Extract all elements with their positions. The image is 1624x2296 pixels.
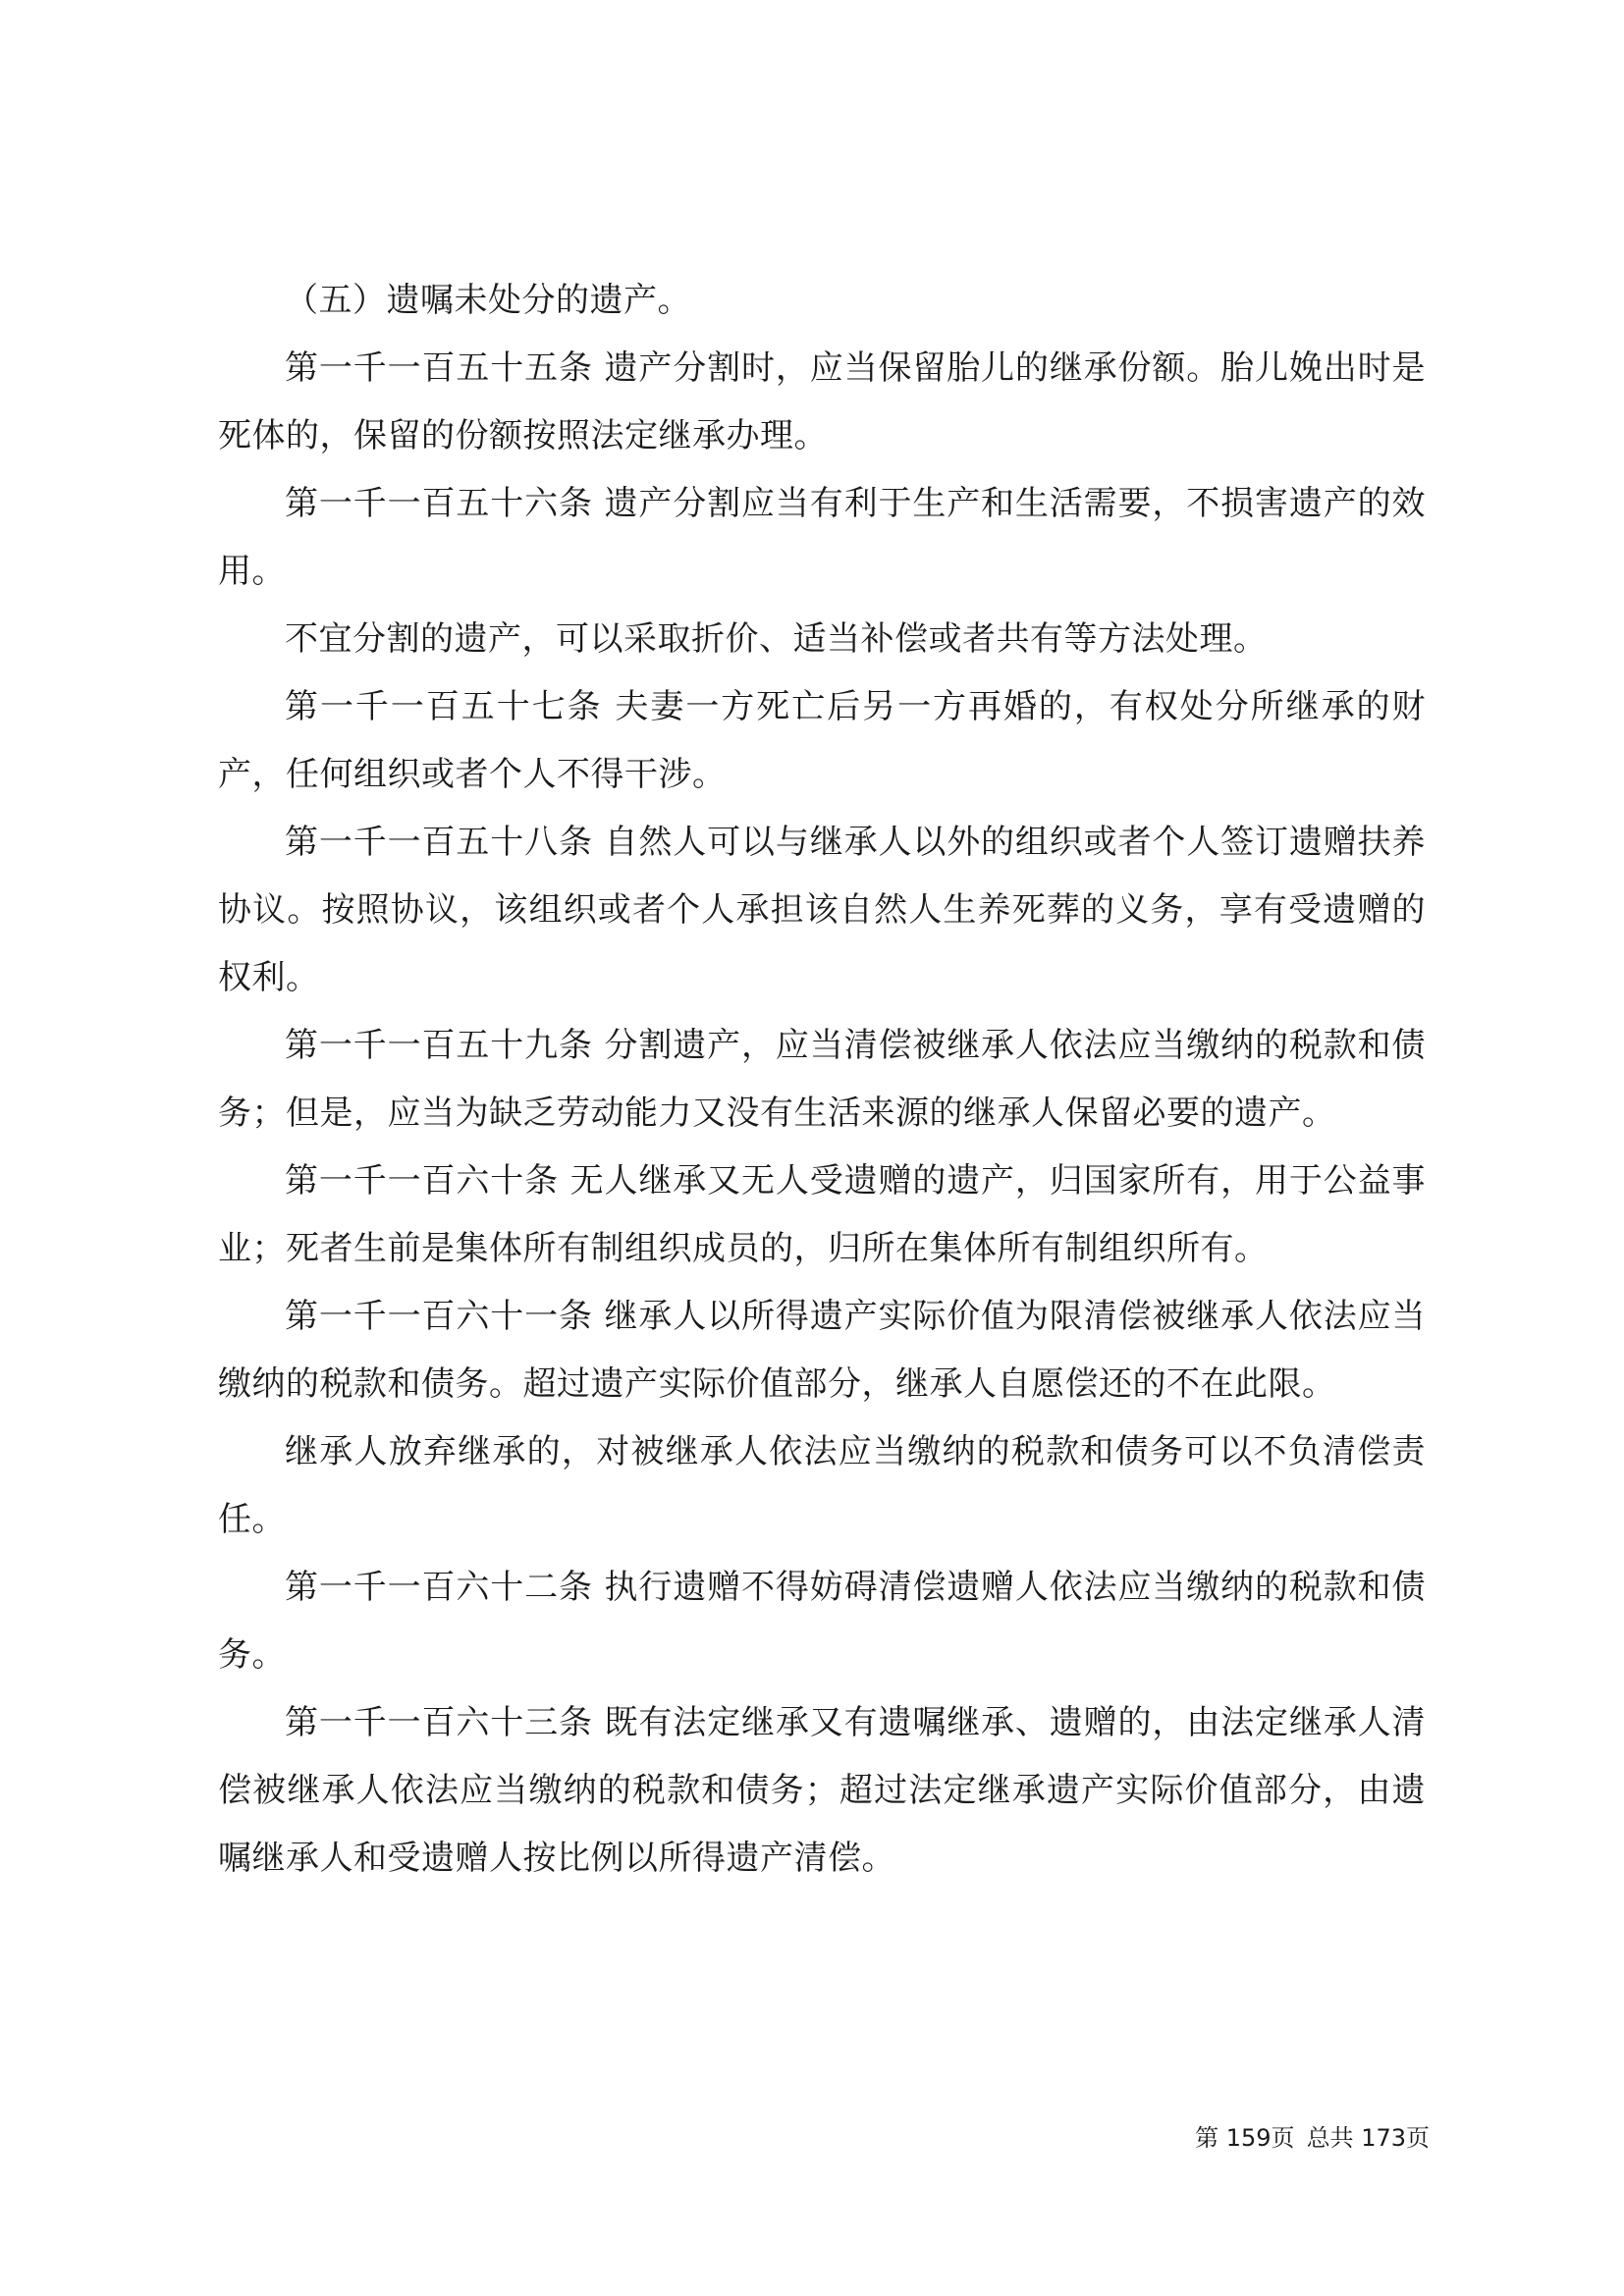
paragraph: 第一千一百五十六条 遗产分割应当有利于生产和生活需要，不损害遗产的效用。 bbox=[218, 484, 1426, 591]
paragraph: 第一千一百五十五条 遗产分割时，应当保留胎儿的继承份额。胎儿娩出时是死体的，保留的份额按照法定继承办理。 bbox=[218, 348, 1426, 455]
paragraph: 第一千一百六十条 无人继承又无人受遗赠的遗产，归国家所有，用于公益事业；死者生前是集体所有制组织成员的，归所在集体所有制组织所有。 bbox=[218, 1161, 1426, 1268]
paragraph: 第一千一百六十三条 既有法定继承又有遗嘱继承、遗赠的，由法定继承人清偿被继承人依法应当缴纳的税款和债务；超过法定继承遗产实际价值部分，由遗嘱继承人和受遗赠人按比例以所得遗产清偿。 bbox=[218, 1703, 1426, 1878]
paragraph: 第一千一百五十七条 夫妻一方死亡后另一方再婚的，有权处分所继承的财产，任何组织或者个人不得干涉。 bbox=[218, 687, 1426, 794]
page-number: 第 159页 bbox=[1195, 2124, 1295, 2152]
paragraph: 第一千一百五十八条 自然人可以与继承人以外的组织或者个人签订遗赠扶养协议。按照协议，该组织或者个人承担该自然人生养死葬的义务，享有受遗赠的权利。 bbox=[218, 823, 1426, 997]
page-footer bbox=[1195, 2122, 1430, 2154]
paragraph: 不宜分割的遗产，可以采取折价、适当补偿或者共有等方法处理。 bbox=[285, 619, 1268, 659]
page-total: 总共 173页 bbox=[1306, 2124, 1430, 2152]
paragraph: 第一千一百六十二条 执行遗赠不得妨碍清偿遗赠人依法应当缴纳的税款和债务。 bbox=[218, 1568, 1426, 1675]
paragraph: 继承人放弃继承的，对被继承人依法应当缴纳的税款和债务可以不负清偿责任。 bbox=[218, 1432, 1426, 1539]
paragraph: （五）遗嘱未处分的遗产。 bbox=[285, 281, 691, 320]
document-body bbox=[218, 267, 1426, 1893]
paragraph: 第一千一百五十九条 分割遗产，应当清偿被继承人依法应当缴纳的税款和债务；但是，应当为缺乏劳动能力又没有生活来源的继承人保留必要的遗产。 bbox=[218, 1026, 1426, 1133]
paragraph: 第一千一百六十一条 继承人以所得遗产实际价值为限清偿被继承人依法应当缴纳的税款和债务。超过遗产实际价值部分，继承人自愿偿还的不在此限。 bbox=[218, 1297, 1426, 1404]
